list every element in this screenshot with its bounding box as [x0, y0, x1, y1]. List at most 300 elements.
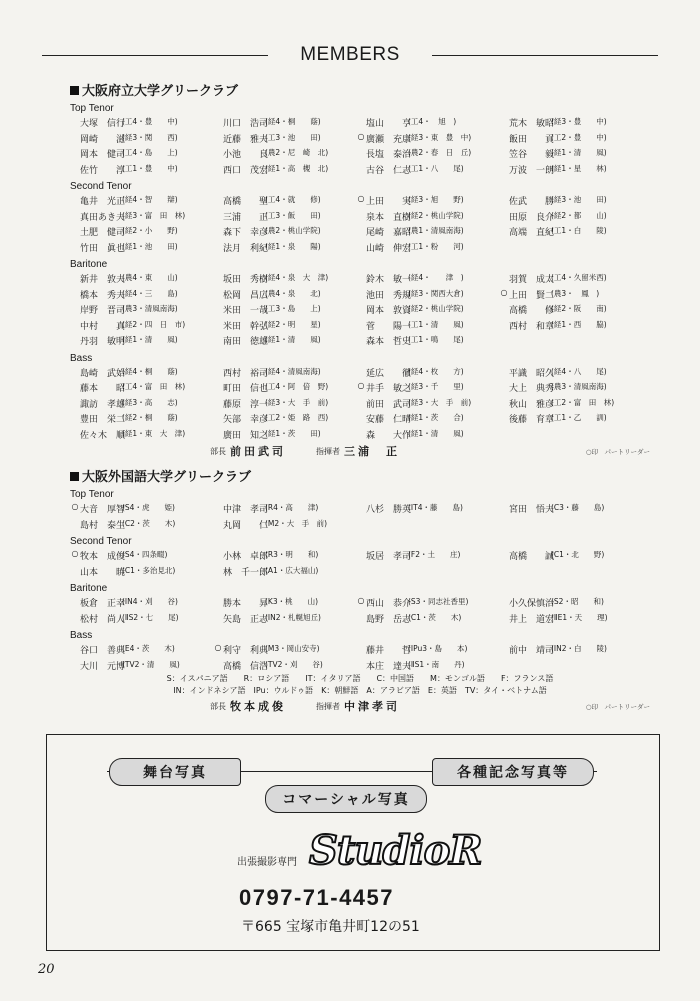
- member-row: [70, 162, 650, 178]
- member-row: [70, 501, 650, 517]
- part-leader-mark: [356, 397, 366, 410]
- part-leader-mark: [213, 163, 223, 176]
- part-leader-mark: [70, 612, 80, 625]
- member-name: 佐々木 順: [80, 430, 126, 441]
- member-entry: [213, 241, 356, 254]
- part-leader-mark: [213, 132, 223, 145]
- part-leader-mark: [499, 549, 509, 562]
- member-name: 岡本 敦資: [366, 306, 412, 317]
- member-info: (経2・桃山学院): [408, 304, 464, 314]
- part-leader-mark: [70, 288, 80, 301]
- member-entry: [70, 412, 213, 425]
- part-leader-mark: [499, 210, 509, 223]
- member-entry: [499, 612, 642, 625]
- member-name: 高端 直紀: [509, 228, 555, 239]
- part-leader-mark: [356, 366, 366, 379]
- member-info: (工4・豊 中): [122, 117, 178, 127]
- member-name: 佐武 勝: [509, 197, 555, 208]
- member-info: (経4・泉 大 津): [265, 273, 329, 283]
- member-name: 米田 幹弘: [223, 321, 269, 332]
- member-name: 万波 一朗: [509, 165, 555, 176]
- part-heading: Bass: [70, 352, 93, 364]
- member-info: (経2・桃山学院): [408, 210, 464, 220]
- member-entry: [213, 502, 356, 515]
- part-leader-mark: [70, 163, 80, 176]
- member-info: (経2・都 山): [551, 210, 607, 220]
- part-leader-mark: [499, 366, 509, 379]
- part-leader-mark: [213, 241, 223, 254]
- member-entry: [213, 428, 356, 441]
- member-row: [70, 548, 650, 564]
- member-name: 高橋 誠: [509, 552, 555, 563]
- member-info: (工1・清 風): [408, 319, 464, 329]
- member-name: 丸岡 仁: [223, 520, 269, 531]
- member-name: 中津 孝司: [223, 505, 269, 516]
- member-info: (工4・阿 倍 野): [265, 382, 329, 392]
- member-info: (農3・清風南海): [122, 304, 178, 314]
- square-bullet-icon: [70, 86, 79, 95]
- member-entry: [356, 381, 499, 394]
- member-entry: [499, 116, 642, 129]
- member-info: (経3・富 田 林): [122, 210, 186, 220]
- member-entry: [70, 381, 213, 394]
- member-entry: [213, 194, 356, 207]
- member-info: (農4・東 山): [122, 273, 178, 283]
- member-name: 坂居 孝司: [366, 552, 412, 563]
- member-name: 坂田 秀樹: [223, 275, 269, 286]
- conductor-label: 指揮者: [316, 701, 340, 711]
- member-row: [70, 193, 650, 209]
- member-info: (S3・同志社香里): [408, 597, 469, 607]
- language-legend: [70, 673, 650, 697]
- member-entry: [356, 366, 499, 379]
- member-name: 佐竹 淳: [80, 165, 126, 176]
- member-row: [70, 209, 650, 225]
- member-info: (経1・清 風): [122, 335, 178, 345]
- member-info: (工1・八 尾): [408, 163, 464, 173]
- part-heading: Top Tenor: [70, 103, 114, 114]
- part-leader-mark: [70, 241, 80, 254]
- member-info: (経3・大 手 前): [408, 397, 472, 407]
- member-row: [70, 411, 650, 427]
- member-name: 大塚 信行: [80, 119, 126, 130]
- ad-pill-commercial-photo: コマーシャル写真: [265, 785, 427, 813]
- member-info: (経3・関西大倉): [408, 288, 464, 298]
- member-entry: [356, 116, 499, 129]
- member-info: (農3・ 鳳 ): [551, 288, 600, 298]
- member-entry: [213, 163, 356, 176]
- member-name: 平識 昭久: [509, 368, 555, 379]
- member-entry: [213, 132, 356, 145]
- member-info: (経1・高 槻 北): [265, 163, 329, 173]
- part-heading: Second Tenor: [70, 536, 132, 547]
- member-info: (経4・智 辯): [122, 195, 178, 205]
- part-leader-mark: ○: [357, 381, 365, 391]
- part-leader-mark: [356, 643, 366, 656]
- member-info: (工4・富 田 林): [122, 382, 186, 392]
- member-row: [70, 271, 650, 287]
- part-leader-mark: [499, 596, 509, 609]
- member-entry: [213, 210, 356, 223]
- member-entry: [213, 397, 356, 410]
- member-row: [70, 318, 650, 334]
- member-name: 田原 良介: [509, 212, 555, 223]
- part-leader-mark: [213, 303, 223, 316]
- member-name: 前中 靖司: [509, 646, 555, 657]
- member-name: 牧本 成俊: [80, 552, 126, 563]
- member-entry: [356, 303, 499, 316]
- part-leader-mark: [70, 225, 80, 238]
- member-name: 菅 陽一: [366, 321, 412, 332]
- member-name: 丹羽 敏明: [80, 337, 126, 348]
- member-name: 池田 秀規: [366, 290, 412, 301]
- member-info: (農4・泉 北): [265, 288, 321, 298]
- part-leader-mark: [70, 643, 80, 656]
- part-leader-mark: [70, 381, 80, 394]
- part-leader-mark: [213, 334, 223, 347]
- member-name: 亀井 光正: [80, 197, 126, 208]
- square-bullet-icon: [70, 472, 79, 481]
- part-leader-mark: [356, 210, 366, 223]
- member-entry: [70, 272, 213, 285]
- member-name: 飯田 貢: [509, 134, 555, 145]
- member-info: (経1・茨 合): [408, 413, 464, 423]
- member-entry: [356, 147, 499, 160]
- member-entry: [356, 319, 499, 332]
- member-name: 延広 徹: [366, 368, 412, 379]
- member-entry: [213, 381, 356, 394]
- member-entry: [70, 643, 213, 656]
- member-row: [70, 287, 650, 303]
- part-leader-mark: ○: [214, 643, 222, 653]
- member-name: 尾崎 嘉昭: [366, 228, 412, 239]
- member-name: 山崎 伸宏: [366, 243, 412, 254]
- part-leader-mark: [213, 659, 223, 672]
- member-name: 荒木 敏昭: [509, 119, 555, 130]
- member-entry: [499, 163, 642, 176]
- member-entry: [356, 334, 499, 347]
- member-entry: [70, 194, 213, 207]
- member-name: 山本 暁: [80, 567, 126, 578]
- part-leader-mark: [213, 366, 223, 379]
- part-leader-mark: [70, 659, 80, 672]
- member-info: (S4・四条畷): [122, 550, 168, 560]
- member-row: [70, 517, 650, 533]
- member-info: (工4・ 旭 ): [408, 117, 457, 127]
- member-info: (経1・池 田): [122, 241, 178, 251]
- member-info: (経4・八 尾): [551, 366, 607, 376]
- member-name: 大川 元博: [80, 661, 126, 672]
- member-entry: [499, 366, 642, 379]
- member-name: 矢島 正志: [223, 614, 269, 625]
- part-heading: Second Tenor: [70, 181, 132, 192]
- part-leader-mark: [499, 225, 509, 238]
- member-entry: [356, 210, 499, 223]
- member-info: (C1・多治見北): [122, 565, 176, 575]
- member-entry: [213, 366, 356, 379]
- member-info: (経3・高 志): [122, 397, 178, 407]
- member-entry: [70, 163, 213, 176]
- member-info: (工3・池 田): [265, 132, 321, 142]
- member-info: (経3・旭 野): [408, 195, 464, 205]
- member-entry: [213, 596, 356, 609]
- member-entry: [70, 428, 213, 441]
- member-row: [70, 658, 650, 674]
- member-info: (農1・清風南海): [408, 226, 464, 236]
- studio-logo: StudioR: [309, 827, 482, 874]
- part-heading: Baritone: [70, 259, 108, 270]
- leader-mark-note: ○印 パートリーダー: [585, 702, 650, 711]
- member-name: 長塩 泰治: [366, 150, 412, 161]
- member-info: (E4・茨 木): [122, 644, 175, 654]
- member-info: (工4・久留米西): [551, 273, 607, 283]
- member-entry: [356, 612, 499, 625]
- part-leader-mark: [70, 272, 80, 285]
- section-osaka-prefecture-glee: [70, 80, 650, 460]
- member-entry: [499, 272, 642, 285]
- member-info: (農2・尼 崎 北): [265, 148, 329, 158]
- member-name: 岸野 晋司: [80, 306, 126, 317]
- leader-label: 部長: [210, 701, 226, 711]
- member-info: (M2・大 手 前): [265, 518, 328, 528]
- part-leader-mark: ○: [71, 549, 79, 559]
- member-row: [70, 365, 650, 381]
- member-entry: [356, 194, 499, 207]
- member-entry: [213, 518, 356, 531]
- member-info: (経2・四 日 市): [122, 319, 186, 329]
- member-info: (工3・飯 田): [265, 210, 321, 220]
- part-leader-mark: [70, 366, 80, 379]
- part-leader-mark: [70, 303, 80, 316]
- member-name: 小林 卓郎: [223, 552, 269, 563]
- member-entry: [213, 272, 356, 285]
- member-info: (経1・星 林): [551, 163, 607, 173]
- part-leader-mark: [213, 502, 223, 515]
- conductor-name: 三浦 正: [344, 445, 400, 458]
- part-leader-mark: [213, 319, 223, 332]
- member-entry: [499, 549, 642, 562]
- part-leader-mark: [356, 428, 366, 441]
- member-info: (農2・桃山学院): [265, 226, 321, 236]
- member-entry: [70, 596, 213, 609]
- part-leader-mark: [356, 549, 366, 562]
- member-entry: [213, 549, 356, 562]
- conductor-name: 中津孝司: [344, 700, 400, 713]
- section-title-text: 大阪外国語大学グリークラブ: [82, 470, 252, 485]
- part-leader-mark: [499, 272, 509, 285]
- part-leader-mark: [356, 612, 366, 625]
- part-leader-mark: [356, 659, 366, 672]
- member-name: 羽賀 成太: [509, 275, 555, 286]
- member-row: [70, 380, 650, 396]
- member-name: 藤本 昭: [80, 384, 126, 395]
- conductor-label: 指揮者: [316, 446, 340, 456]
- member-entry: [213, 116, 356, 129]
- leader-name: 牧本成俊: [230, 700, 286, 713]
- page-header: [42, 44, 658, 68]
- member-name: 板倉 正幸: [80, 599, 126, 610]
- studio-advertisement: [46, 734, 660, 951]
- member-name: 林 千一郎: [223, 567, 269, 578]
- member-info: (経1・清 風): [408, 428, 464, 438]
- part-leader-mark: [213, 225, 223, 238]
- part-leader-mark: [213, 397, 223, 410]
- member-name: 笠谷 毅: [509, 150, 555, 161]
- member-name: 大音 厚智: [80, 505, 126, 516]
- section-osaka-foreign-glee: [70, 466, 650, 715]
- member-entry: [213, 303, 356, 316]
- part-leader-mark: ○: [357, 131, 365, 141]
- member-info: (工3・島 上): [265, 304, 321, 314]
- member-entry: [70, 659, 213, 672]
- member-info: (R4・高 津): [265, 503, 319, 513]
- member-info: (工1・粉 河): [408, 241, 464, 251]
- member-entry: [213, 659, 356, 672]
- part-leader-mark: [356, 163, 366, 176]
- member-entry: [70, 565, 213, 578]
- member-info: (IN2・白 陵): [551, 644, 607, 654]
- member-name: 矢部 幸彦: [223, 415, 269, 426]
- member-name: 塩山 亨: [366, 119, 412, 130]
- part-leader-mark: [70, 116, 80, 129]
- part-leader-mark: [499, 502, 509, 515]
- member-entry: [70, 225, 213, 238]
- member-info: (TV2・刈 谷): [265, 659, 323, 669]
- member-row: [70, 642, 650, 658]
- part-leader-mark: [213, 596, 223, 609]
- part-leader-mark: [499, 303, 509, 316]
- part-heading: Baritone: [70, 583, 108, 594]
- member-entry: [70, 132, 213, 145]
- member-row: [70, 396, 650, 412]
- member-name: 島崎 武始: [80, 368, 126, 379]
- member-name: 新井 敦夫: [80, 275, 126, 286]
- member-entry: [499, 288, 642, 301]
- member-name: 川口 浩司: [223, 119, 269, 130]
- part-leader-mark: [213, 381, 223, 394]
- member-name: 高橋 聖: [223, 197, 269, 208]
- member-info: (工1・白 陵): [551, 226, 607, 236]
- member-name: 前田 武司: [366, 399, 412, 410]
- member-row: [70, 240, 650, 256]
- member-name: 西口 茂宏: [223, 165, 269, 176]
- member-entry: [213, 565, 356, 578]
- member-info: (経3・豊 中): [551, 117, 607, 127]
- member-entry: [356, 643, 499, 656]
- member-entry: [356, 412, 499, 425]
- member-row: [70, 333, 650, 349]
- section-title: [70, 466, 650, 485]
- member-info: (工4・就 修): [265, 195, 321, 205]
- member-entry: [70, 241, 213, 254]
- leader-mark-note: ○印 パートリーダー: [585, 447, 650, 456]
- member-info: (農2・春 日 丘): [408, 148, 472, 158]
- part-leader-mark: [499, 612, 509, 625]
- member-row: [70, 595, 650, 611]
- member-entry: [499, 132, 642, 145]
- member-name: 小久保慎治: [509, 599, 555, 610]
- member-info: (経4・清風南海): [265, 366, 321, 376]
- member-entry: [213, 288, 356, 301]
- member-name: 本庄 達夫: [366, 661, 412, 672]
- member-entry: [356, 397, 499, 410]
- part-leader-mark: [499, 397, 509, 410]
- leader-label: 部長: [210, 446, 226, 456]
- member-row: [70, 146, 650, 162]
- member-entry: [356, 502, 499, 515]
- member-name: 真田あき夫: [80, 212, 126, 223]
- member-name: 藤原 淳一: [223, 399, 269, 410]
- member-name: 豊田 栄二: [80, 415, 126, 426]
- member-info: (経4・枚 方): [408, 366, 464, 376]
- part-leader-mark: [499, 381, 509, 394]
- member-entry: [70, 612, 213, 625]
- part-leader-mark: [70, 194, 80, 207]
- member-entry: [499, 303, 642, 316]
- part-leader-mark: [70, 210, 80, 223]
- member-info: (工2・富 田 林): [551, 397, 615, 407]
- part-leader-mark: [356, 272, 366, 285]
- member-entry: [213, 334, 356, 347]
- member-row: [70, 302, 650, 318]
- part-leader-mark: ○: [357, 194, 365, 204]
- member-name: 法月 利紀: [223, 243, 269, 254]
- member-entry: [356, 132, 499, 145]
- member-info: (C1・北 野): [551, 550, 605, 560]
- member-info: (C3・藤 島): [551, 503, 605, 513]
- part-leader-mark: ○: [71, 502, 79, 512]
- member-info: (経1・西 脇): [551, 319, 607, 329]
- member-row: [70, 115, 650, 131]
- member-name: 三浦 正: [223, 212, 269, 223]
- member-info: (S2・昭 和): [551, 597, 604, 607]
- member-info: (経4・桐 蔭): [122, 366, 178, 376]
- member-entry: [356, 225, 499, 238]
- part-leader-mark: [356, 319, 366, 332]
- member-info: (K3・桃 山): [265, 597, 319, 607]
- part-heading: Bass: [70, 630, 93, 641]
- member-info: (農3・清風南海): [551, 382, 607, 392]
- member-entry: [499, 397, 642, 410]
- member-name: 岡本 健司: [80, 150, 126, 161]
- member-row: [70, 427, 650, 443]
- part-leader-mark: [213, 565, 223, 578]
- member-info: (経2・明 星): [265, 319, 321, 329]
- part-leader-mark: [213, 612, 223, 625]
- member-entry: [499, 502, 642, 515]
- member-entry: [499, 596, 642, 609]
- member-info: (A1・広大福山): [265, 565, 319, 575]
- member-name: 泉本 直樹: [366, 212, 412, 223]
- member-name: 谷口 善典: [80, 646, 126, 657]
- member-name: 小池 良: [223, 150, 269, 161]
- member-entry: [499, 225, 642, 238]
- member-entry: [70, 518, 213, 531]
- member-entry: [356, 163, 499, 176]
- part-leader-mark: [70, 428, 80, 441]
- member-info: (経4・ 津 ): [408, 273, 464, 283]
- member-name: 安藤 仁晴: [366, 415, 412, 426]
- part-leader-mark: [213, 210, 223, 223]
- part-leader-mark: [213, 549, 223, 562]
- member-name: 上田 賢二: [509, 290, 555, 301]
- member-name: 秋山 雅彦: [509, 399, 555, 410]
- part-heading: Top Tenor: [70, 489, 114, 500]
- member-name: 後藤 育章: [509, 415, 555, 426]
- ad-tagline: 出張撮影専門: [237, 857, 297, 868]
- staff-line: [70, 697, 650, 715]
- member-name: 井上 道宏: [509, 614, 555, 625]
